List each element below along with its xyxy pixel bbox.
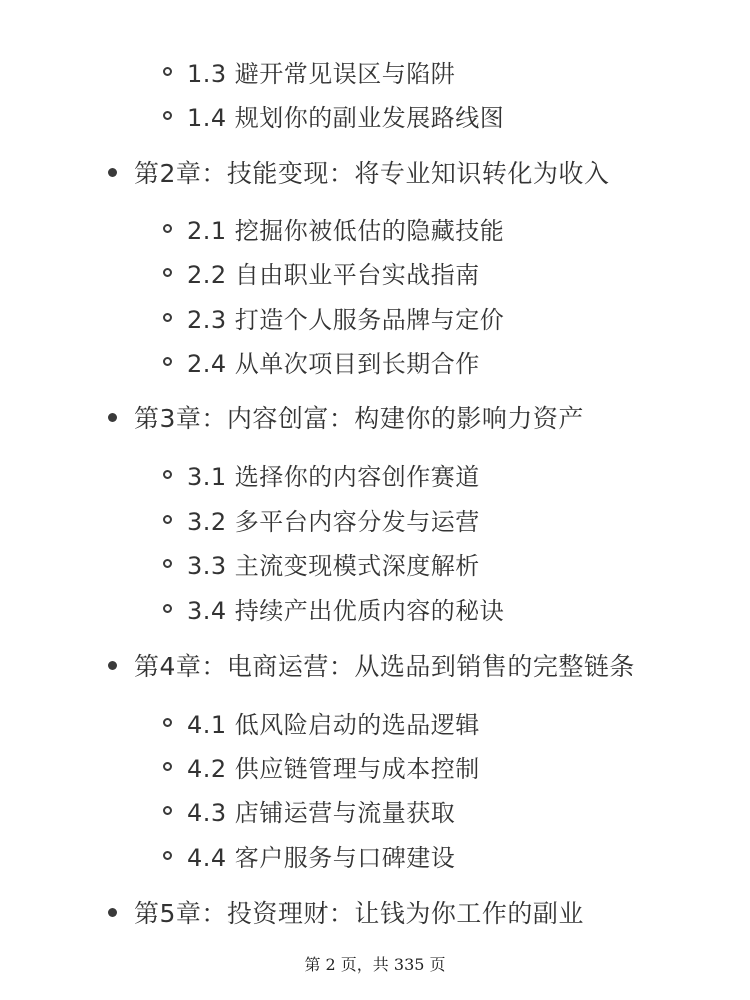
toc-subitem-label: 4.1 低风险启动的选品逻辑 [187,710,480,739]
hollow-bullet-icon [163,313,172,322]
hollow-bullet-icon [163,224,172,233]
toc-subitem-label: 1.3 避开常见误区与陷阱 [187,59,456,88]
toc-subitem-label: 2.1 挖掘你被低估的隐藏技能 [187,216,505,245]
toc-subitem-label: 4.3 店铺运营与流量获取 [187,798,456,827]
toc-subitem [163,792,455,828]
hollow-bullet-icon [163,268,172,277]
toc-subitem [163,704,480,740]
toc-subitem-label: 3.1 选择你的内容创作赛道 [187,462,480,491]
toc-chapter [108,398,584,436]
hollow-bullet-icon [163,851,172,860]
toc-subitem-label: 3.4 持续产出优质内容的秘诀 [187,596,505,625]
toc-subitem [163,748,480,784]
toc-subitem [163,837,455,873]
toc-subitem [163,590,504,626]
toc-subitem [163,53,455,89]
toc-subitem-label: 3.2 多平台内容分发与运营 [187,507,480,536]
hollow-bullet-icon [163,470,172,479]
toc-subitem-label: 2.3 打造个人服务品牌与定价 [187,305,505,334]
toc-subitem-label: 2.4 从单次项目到长期合作 [187,349,480,378]
toc-subitem [163,545,480,581]
toc-subitem [163,501,480,537]
hollow-bullet-icon [163,806,172,815]
toc-chapter [108,646,635,684]
solid-bullet-icon [108,908,117,917]
hollow-bullet-icon [163,604,172,613]
toc-subitem [163,210,504,246]
toc-chapter-label: 第3章：内容创富：构建你的影响力资产 [134,404,584,433]
toc-subitem [163,456,480,492]
toc-subitem [163,343,480,379]
hollow-bullet-icon [163,762,172,771]
page-number-footer: 第 2 页，共 335 页 [304,955,446,974]
toc-chapter [108,153,609,191]
toc-chapter-label: 第5章：投资理财：让钱为你工作的副业 [134,899,584,928]
toc-subitem [163,299,504,335]
hollow-bullet-icon [163,67,172,76]
hollow-bullet-icon [163,559,172,568]
toc-subitem-label: 1.4 规划你的副业发展路线图 [187,103,505,132]
hollow-bullet-icon [163,515,172,524]
hollow-bullet-icon [163,718,172,727]
toc-subitem [163,97,504,133]
toc-subitem-label: 3.3 主流变现模式深度解析 [187,551,480,580]
solid-bullet-icon [108,661,117,670]
solid-bullet-icon [108,168,117,177]
hollow-bullet-icon [163,111,172,120]
toc-chapter-label: 第4章：电商运营：从选品到销售的完整链条 [134,652,635,681]
toc-chapter-label: 第2章：技能变现：将专业知识转化为收入 [134,159,610,188]
toc-chapter [108,893,584,931]
toc-subitem-label: 2.2 自由职业平台实战指南 [187,260,480,289]
toc-subitem [163,254,480,290]
toc-subitem-label: 4.4 客户服务与口碑建设 [187,843,456,872]
toc-subitem-label: 4.2 供应链管理与成本控制 [187,754,480,783]
solid-bullet-icon [108,413,117,422]
hollow-bullet-icon [163,357,172,366]
